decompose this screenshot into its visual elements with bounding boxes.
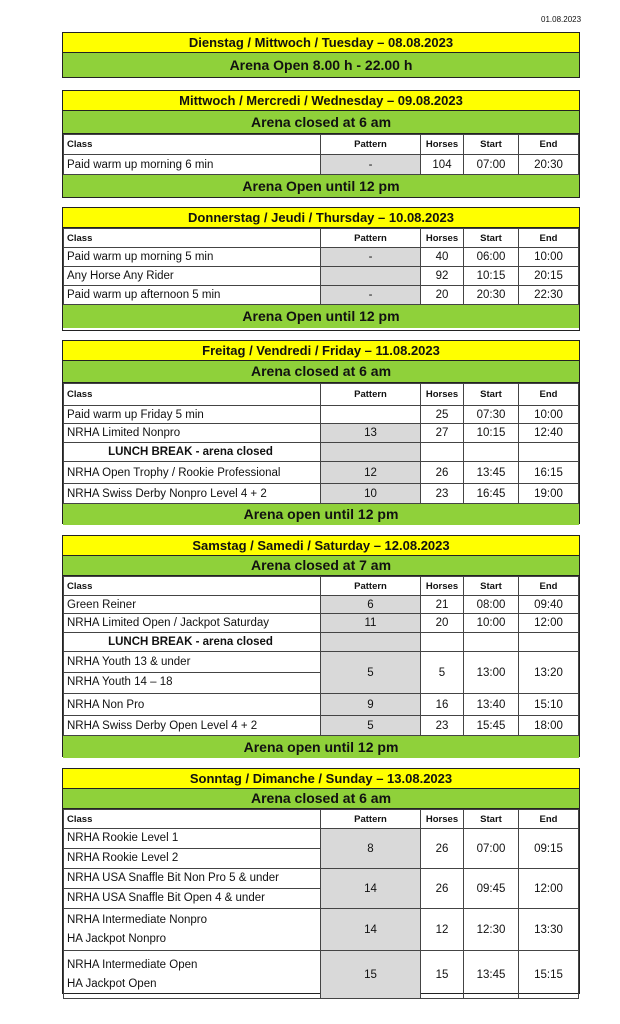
arena-note: Arena Open 8.00 h - 22.00 h xyxy=(63,53,579,77)
class-cell: NRHA Swiss Derby Open Level 4 + 2 xyxy=(64,716,321,736)
class-header: Class xyxy=(64,135,321,155)
day-title: Sonntag / Dimanche / Sunday – 13.08.2023 xyxy=(63,769,579,789)
horses-cell xyxy=(421,633,464,652)
start-cell: 20:30 xyxy=(464,286,519,305)
end-header: End xyxy=(519,229,579,248)
class-cell xyxy=(64,652,321,694)
class-cell: NRHA Non Pro xyxy=(64,694,321,716)
start-cell: 07:30 xyxy=(464,406,519,424)
pattern-cell: 9 xyxy=(321,694,421,716)
class-cell: NRHA Limited Nonpro xyxy=(64,424,321,443)
start-cell: 10:15 xyxy=(464,267,519,286)
pattern-cell xyxy=(321,633,421,652)
horses-cell: 26 xyxy=(421,462,464,484)
end-cell: 20:30 xyxy=(519,155,579,175)
day-title: Dienstag / Mittwoch / Tuesday – 08.08.2023 xyxy=(63,33,579,53)
horses-cell: 20 xyxy=(421,614,464,633)
table-row xyxy=(64,716,579,736)
end-cell: 09:15 xyxy=(519,829,579,869)
start-cell: 10:15 xyxy=(464,424,519,443)
table-header-row xyxy=(64,810,579,829)
start-cell: 16:45 xyxy=(464,484,519,504)
day-block-wednesday xyxy=(62,90,580,198)
pattern-cell: - xyxy=(321,286,421,305)
horses-cell: 92 xyxy=(421,267,464,286)
table-row xyxy=(64,909,579,951)
pattern-cell: 8 xyxy=(321,829,421,869)
lunch-break-row xyxy=(64,633,579,652)
class-header: Class xyxy=(64,384,321,406)
pattern-cell xyxy=(321,406,421,424)
start-cell: 09:45 xyxy=(464,869,519,909)
table-row xyxy=(64,869,579,909)
day-title: Samstag / Samedi / Saturday – 12.08.2023 xyxy=(63,536,579,556)
start-header: Start xyxy=(464,810,519,829)
class-cell: Paid warm up morning 6 min xyxy=(64,155,321,175)
pattern-cell: 15 xyxy=(321,951,421,999)
class-cell xyxy=(64,909,321,951)
pattern-cell xyxy=(321,267,421,286)
table-header-row xyxy=(64,577,579,596)
pattern-cell: 14 xyxy=(321,909,421,951)
table-header-row xyxy=(64,384,579,406)
arena-closed-note: Arena closed at 6 am xyxy=(63,111,579,134)
table-row xyxy=(64,286,579,305)
start-cell: 13:40 xyxy=(464,694,519,716)
table-row xyxy=(64,596,579,614)
print-date: 01.08.2023 xyxy=(541,15,582,24)
table-row xyxy=(64,694,579,716)
arena-closed-note: Arena closed at 7 am xyxy=(63,556,579,576)
end-cell: 09:40 xyxy=(519,596,579,614)
end-header: End xyxy=(519,577,579,596)
arena-closed-note: Arena closed at 6 am xyxy=(63,789,579,809)
day-block-tuesday xyxy=(62,32,580,78)
end-cell: 18:00 xyxy=(519,716,579,736)
table-row xyxy=(64,614,579,633)
pattern-cell: 5 xyxy=(321,716,421,736)
class-line: NRHA Intermediate Open xyxy=(67,958,198,971)
pattern-cell: - xyxy=(321,155,421,175)
horses-header: Horses xyxy=(421,229,464,248)
pattern-cell: 6 xyxy=(321,596,421,614)
end-cell: 10:00 xyxy=(519,248,579,267)
class-cell: NRHA Swiss Derby Nonpro Level 4 + 2 xyxy=(64,484,321,504)
end-cell: 10:00 xyxy=(519,406,579,424)
start-cell xyxy=(464,443,519,462)
start-cell: 13:00 xyxy=(464,652,519,694)
end-cell: 13:20 xyxy=(519,652,579,694)
start-cell: 07:00 xyxy=(464,829,519,869)
start-cell: 15:45 xyxy=(464,716,519,736)
horses-cell: 104 xyxy=(421,155,464,175)
end-cell xyxy=(519,443,579,462)
class-cell: Paid warm up afternoon 5 min xyxy=(64,286,321,305)
day-title: Mittwoch / Mercredi / Wednesday – 09.08.2023 xyxy=(63,91,579,111)
horses-cell: 21 xyxy=(421,596,464,614)
class-line: NRHA Intermediate Nonpro xyxy=(67,913,207,926)
horses-cell: 26 xyxy=(421,829,464,869)
horses-cell: 40 xyxy=(421,248,464,267)
pattern-cell: 13 xyxy=(321,424,421,443)
horses-cell: 15 xyxy=(421,951,464,999)
day-block-sunday xyxy=(62,768,580,994)
arena-closed-note: Arena closed at 6 am xyxy=(63,361,579,383)
lunch-break-label: LUNCH BREAK - arena closed xyxy=(64,633,321,652)
table-row xyxy=(64,829,579,869)
start-header: Start xyxy=(464,135,519,155)
horses-header: Horses xyxy=(421,810,464,829)
class-header: Class xyxy=(64,810,321,829)
start-cell: 13:45 xyxy=(464,951,519,999)
table-row xyxy=(64,652,579,694)
start-cell: 13:45 xyxy=(464,462,519,484)
end-header: End xyxy=(519,810,579,829)
day-block-friday xyxy=(62,340,580,524)
horses-cell xyxy=(421,443,464,462)
class-cell: Green Reiner xyxy=(64,596,321,614)
table-row xyxy=(64,248,579,267)
end-cell xyxy=(519,633,579,652)
day-title: Donnerstag / Jeudi / Thursday – 10.08.2023 xyxy=(63,208,579,228)
end-cell: 12:40 xyxy=(519,424,579,443)
day-block-thursday xyxy=(62,207,580,331)
horses-header: Horses xyxy=(421,577,464,596)
pattern-cell: 5 xyxy=(321,652,421,694)
end-cell: 22:30 xyxy=(519,286,579,305)
pattern-header: Pattern xyxy=(321,384,421,406)
class-line: NRHA Youth 14 – 18 xyxy=(64,672,320,692)
pattern-cell: - xyxy=(321,248,421,267)
arena-open-note: Arena open until 12 pm xyxy=(63,736,579,758)
pattern-header: Pattern xyxy=(321,810,421,829)
schedule-table xyxy=(63,383,579,504)
table-row xyxy=(64,424,579,443)
start-header: Start xyxy=(464,384,519,406)
table-row xyxy=(64,406,579,424)
class-line: HA Jackpot Nonpro xyxy=(67,932,167,945)
end-cell: 12:00 xyxy=(519,614,579,633)
end-cell: 12:00 xyxy=(519,869,579,909)
class-cell: NRHA Limited Open / Jackpot Saturday xyxy=(64,614,321,633)
schedule-table xyxy=(63,576,579,736)
end-cell: 15:15 xyxy=(519,951,579,999)
lunch-break-label: LUNCH BREAK - arena closed xyxy=(64,443,321,462)
class-cell: Paid warm up Friday 5 min xyxy=(64,406,321,424)
horses-cell: 12 xyxy=(421,909,464,951)
pattern-cell: 11 xyxy=(321,614,421,633)
start-cell: 10:00 xyxy=(464,614,519,633)
day-title: Freitag / Vendredi / Friday – 11.08.2023 xyxy=(63,341,579,361)
end-header: End xyxy=(519,135,579,155)
class-line: NRHA USA Snaffle Bit Non Pro 5 & under xyxy=(67,872,280,884)
class-cell xyxy=(64,829,321,869)
start-cell: 07:00 xyxy=(464,155,519,175)
end-cell: 16:15 xyxy=(519,462,579,484)
start-header: Start xyxy=(464,229,519,248)
horses-cell: 5 xyxy=(421,652,464,694)
class-header: Class xyxy=(64,229,321,248)
horses-cell: 23 xyxy=(421,716,464,736)
class-cell: NRHA Open Trophy / Rookie Professional xyxy=(64,462,321,484)
class-line: HA Jackpot Open xyxy=(67,977,157,990)
table-header-row xyxy=(64,229,579,248)
horses-header: Horses xyxy=(421,384,464,406)
pattern-header: Pattern xyxy=(321,577,421,596)
table-row xyxy=(64,484,579,504)
end-cell: 15:10 xyxy=(519,694,579,716)
class-line: NRHA Rookie Level 2 xyxy=(64,848,320,868)
horses-cell: 23 xyxy=(421,484,464,504)
horses-cell: 20 xyxy=(421,286,464,305)
day-block-saturday xyxy=(62,535,580,757)
start-header: Start xyxy=(464,577,519,596)
class-cell xyxy=(64,869,321,909)
class-line: NRHA Rookie Level 1 xyxy=(67,832,179,844)
table-header-row xyxy=(64,135,579,155)
class-cell: Any Horse Any Rider xyxy=(64,267,321,286)
horses-cell: 27 xyxy=(421,424,464,443)
horses-cell: 25 xyxy=(421,406,464,424)
table-row xyxy=(64,462,579,484)
class-cell xyxy=(64,951,321,999)
pattern-cell: 12 xyxy=(321,462,421,484)
pattern-header: Pattern xyxy=(321,135,421,155)
start-cell: 06:00 xyxy=(464,248,519,267)
arena-open-note: Arena Open until 12 pm xyxy=(63,175,579,197)
table-row xyxy=(64,267,579,286)
schedule-table xyxy=(63,228,579,305)
pattern-cell: 10 xyxy=(321,484,421,504)
end-header: End xyxy=(519,384,579,406)
start-cell xyxy=(464,633,519,652)
arena-open-note: Arena open until 12 pm xyxy=(63,504,579,525)
horses-header: Horses xyxy=(421,135,464,155)
schedule-table xyxy=(63,134,579,175)
class-header: Class xyxy=(64,577,321,596)
pattern-cell: 14 xyxy=(321,869,421,909)
arena-open-note: Arena Open until 12 pm xyxy=(63,305,579,328)
horses-cell: 26 xyxy=(421,869,464,909)
class-line: NRHA Youth 13 & under xyxy=(67,656,191,668)
class-cell: Paid warm up morning 5 min xyxy=(64,248,321,267)
lunch-break-row xyxy=(64,443,579,462)
end-cell: 13:30 xyxy=(519,909,579,951)
table-row xyxy=(64,155,579,175)
start-cell: 12:30 xyxy=(464,909,519,951)
horses-cell: 16 xyxy=(421,694,464,716)
pattern-cell xyxy=(321,443,421,462)
pattern-header: Pattern xyxy=(321,229,421,248)
table-row xyxy=(64,951,579,999)
end-cell: 19:00 xyxy=(519,484,579,504)
start-cell: 08:00 xyxy=(464,596,519,614)
class-line: NRHA USA Snaffle Bit Open 4 & under xyxy=(64,888,320,908)
end-cell: 20:15 xyxy=(519,267,579,286)
schedule-table xyxy=(63,809,579,999)
